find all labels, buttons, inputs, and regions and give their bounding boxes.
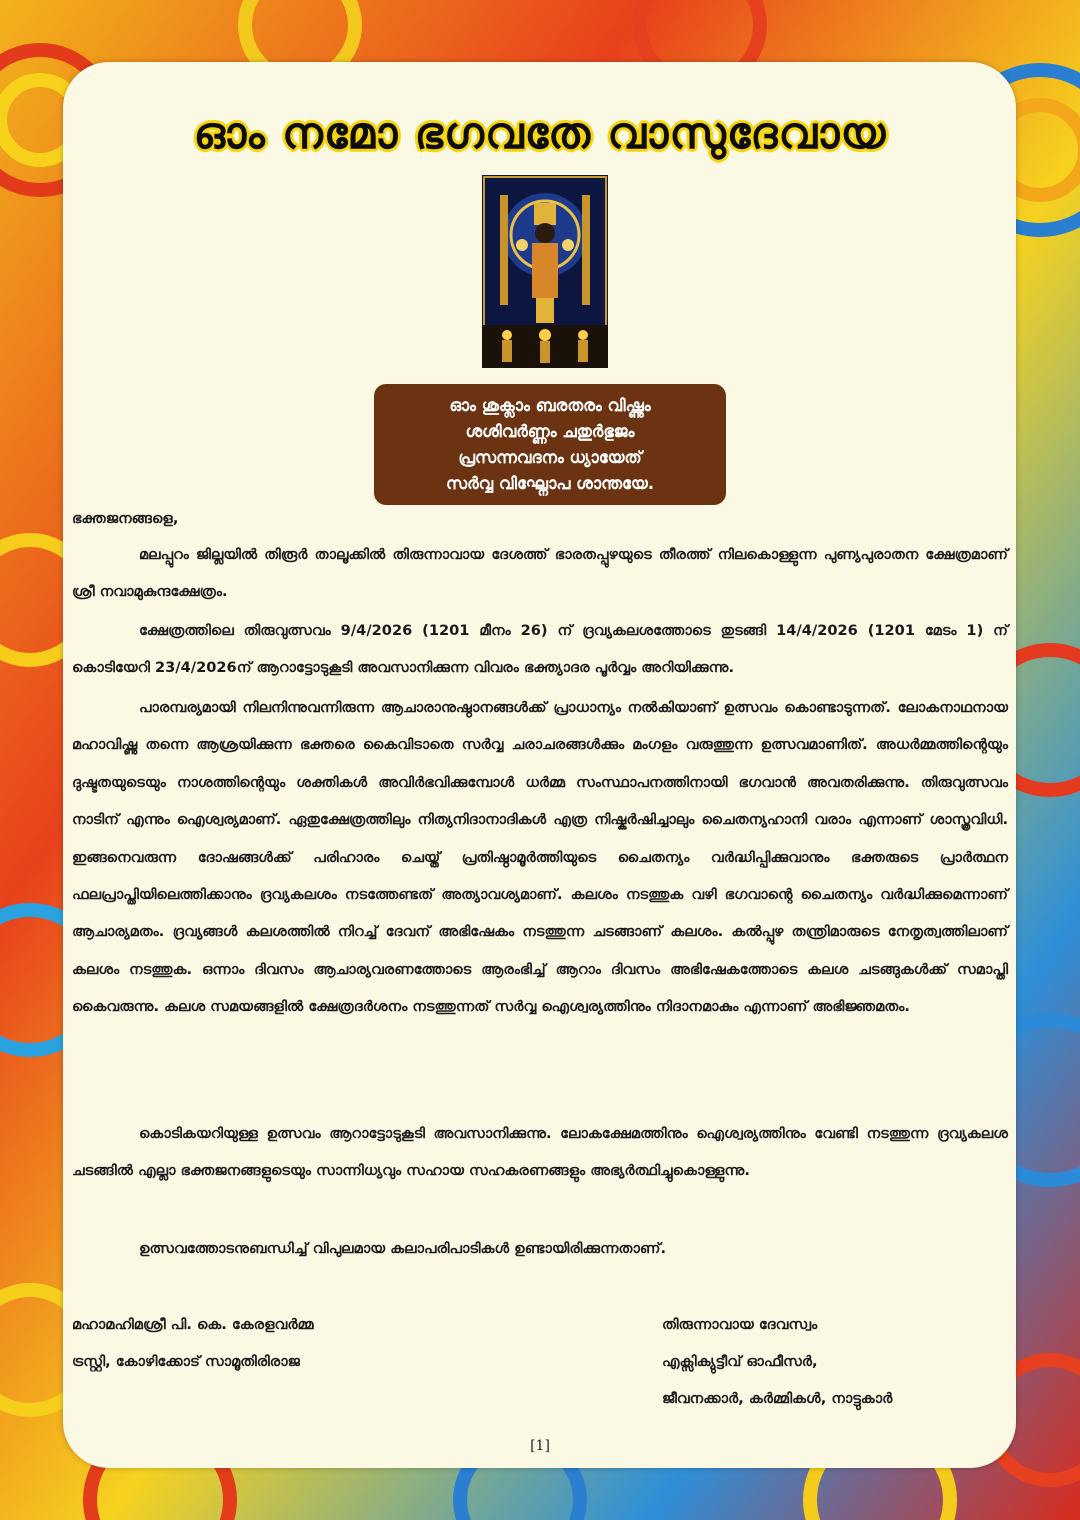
page-number: [1] [530, 1438, 550, 1454]
signature-line: മഹാമഹിമശ്രീ പി. കെ. കേരളവർമ്മ [72, 1316, 314, 1333]
deity-image [482, 175, 608, 368]
paragraph: ക്ഷേത്രത്തിലെ തിരുവുത്സവം 9/4/2026 (1201 മീനം 26) ന് ദ്രവ്യകലശത്തോടെ തുടങ്ങി 14/4/2026 (1201 മേടം 1) ന് കൊടിയേറി 23/4/2026ന് ആറാട്ടോടുകൂടി അവസാനിക്കുന്ന വിവരം ഭക്ത്യാദര പൂർവ്വം അറിയിക്കുന്നു. [72, 622, 1008, 677]
signature-line: എക്സിക്യുട്ടീവ് ഓഫീസർ, [662, 1353, 818, 1370]
paragraph: കൊടികയറിയുള്ള ഉത്സവം ആറാട്ടോടുകൂടി അവസാനിക്കുന്നു. ലോകക്ഷേമത്തിനും ഐശ്വര്യത്തിനും വേണ്ടി നടത്തുന്ന ദ്രവ്യകലശ ചടങ്ങിൽ എല്ലാ ഭക്തജനങ്ങളുടെയും സാന്നിധ്യവും സഹായ സഹകരണങ്ങളും അഭ്യർത്ഥിച്ചുകൊള്ളുന്നു. [72, 1125, 1008, 1180]
salutation: ഭക്തജനങ്ങളെ, [72, 510, 179, 527]
mantra-box [374, 384, 726, 505]
signature-line: ട്രസ്റ്റി, കോഴിക്കോട് സാമൂതിരിരാജ [72, 1353, 300, 1370]
paragraph: ഉത്സവത്തോടനുബന്ധിച്ച് വിപുലമായ കലാപരിപാടികൾ ഉണ്ടായിരിക്കുന്നതാണ്. [139, 1240, 667, 1257]
paragraph: പാരമ്പര്യമായി നിലനിന്നുവന്നിരുന്ന ആചാരാനുഷ്ഠാനങ്ങൾക്ക് പ്രാധാന്യം നൽകിയാണ് ഉത്സവം കൊണ്ടാടുന്നത്. ലോകനാഥനായ മഹാവിഷ്ണു തന്നെ ആശ്രയിക്കുന്ന ഭക്തരെ കൈവിടാതെ സർവ്വ ചരാചരങ്ങൾക്കും മംഗളം വരുത്തുന്ന ഉത്സവമാണിത്. അധർമ്മത്തിന്റെയും ദുഷ്ടതയുടെയും നാശത്തിന്റെയും ശക്തികൾ അവിർഭവിക്കുമ്പോൾ ധർമ്മ സംസ്ഥാപനത്തിനായി ഭഗവാൻ അവതരിക്കുന്നു. തിരുവുത്സവം നാടിന് എന്നും ഐശ്വര്യമാണ്. ഏതുക്ഷേത്രത്തിലും നിത്യനിദാനാദികൾ എത്ര നിഷ്കർഷിച്ചാലും ചൈതന്യഹാനി വരാം എന്നാണ് ശാസ്ത്രവിധി. ഇങ്ങനെവരുന്ന ദോഷങ്ങൾക്ക് പരിഹാരം ചെയ്ത് പ്രതിഷ്ഠാമൂർത്തിയുടെ ചൈതന്യം വർദ്ധിപ്പിക്കുവാനും ഭക്തരുടെ പ്രാർത്ഥന ഫലപ്രാപ്തിയിലെത്തിക്കാനും ദ്രവ്യകലശം നടത്തേണ്ടത് അത്യാവശ്യമാണ്. കലശം നടത്തുക വഴി ഭഗവാന്റെ ചൈതന്യം വർദ്ധിക്കുമെന്നാണ് ആചാര്യമതം. ദ്രവ്യങ്ങൾ കലശത്തിൽ നിറച്ച് ദേവന് അഭിഷേകം നടത്തുന്ന ചടങ്ങാണ് കലശം. കൽപ്പുഴ തന്ത്രിമാരുടെ നേതൃത്വത്തിലാണ് കലശം നടത്തുക. ഒന്നാം ദിവസം ആചാര്യവരണത്തോടെ ആരംഭിച്ച് ആറാം ദിവസം അഭിഷേകത്തോടെ കലശ ചടങ്ങുകൾക്ക് സമാപ്തി കൈവരുന്നു. കലശ സമയങ്ങളിൽ ക്ഷേത്രദർശനം നടത്തുന്നത് സർവ്വ ഐശ്വര്യത്തിനും നിദാനമാകും എന്നാണ് അഭിജ്ഞമതം. [72, 699, 1008, 1016]
paragraph: മലപ്പുറം ജില്ലയിൽ തിരൂർ താലൂക്കിൽ തിരുന്നാവായ ദേശത്ത് ഭാരതപ്പുഴയുടെ തീരത്ത് നിലകൊള്ളുന്ന പുണ്യപുരാതന ക്ഷേത്രമാണ് ശ്രീ നവാമുകുന്ദക്ഷേത്രം. [72, 546, 1008, 601]
mantra-line: സർവ്വ വിഘ്നോപ ശാന്തയേ. [445, 473, 655, 493]
signature-line: ജീവനക്കാർ, കർമ്മികൾ, നാട്ടുകാർ [662, 1390, 893, 1407]
signature-line: തിരുന്നാവായ ദേവസ്വം [662, 1316, 818, 1333]
signature-right [662, 1306, 892, 1417]
page-title: ഓം നമോ ഭഗവതേ വാസുദേവായ [193, 108, 887, 159]
mantra-line: പ്രസന്നവദനം ധ്യായേത് [458, 447, 642, 467]
signature-left [72, 1306, 314, 1380]
mantra-line: ശശിവർണ്ണം ചതുർഭുജം [465, 421, 635, 441]
mantra-line: ഓം ശുക്ലാം ബരതരം വിഷ്ണും [449, 395, 651, 415]
